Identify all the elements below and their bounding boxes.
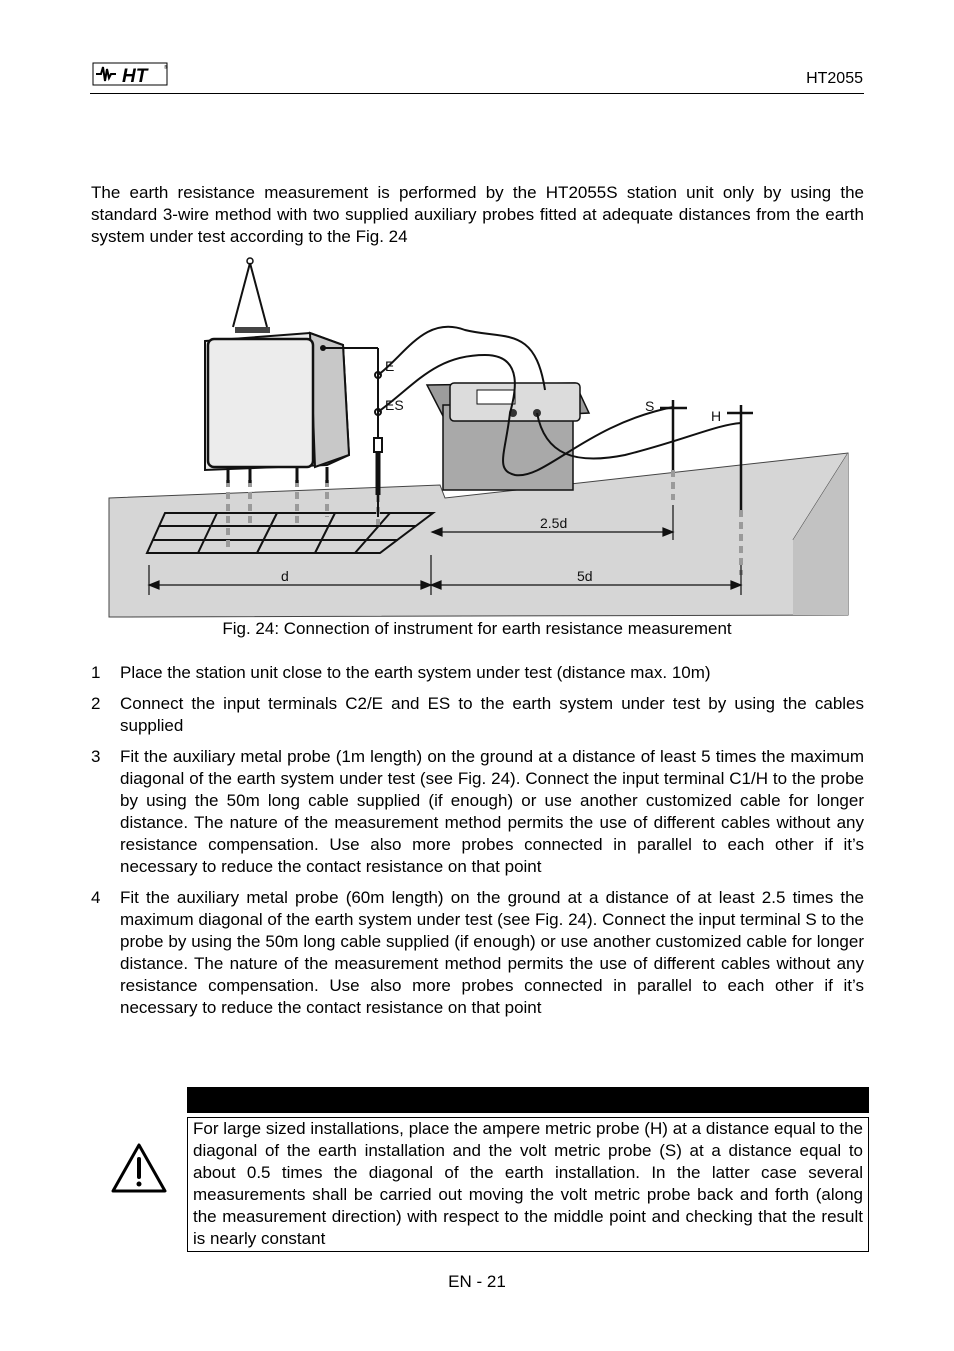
intro-paragraph: The earth resistance measurement is performed by the HT2055S station unit only by using the standard 3-wire method with two supplied auxiliary probes fitted at adequate distances from the earth system under test according to the Fig. 24 bbox=[91, 183, 864, 246]
brand-text: HT bbox=[122, 66, 148, 87]
warning-triangle-icon bbox=[110, 1142, 168, 1194]
step-number: 2 bbox=[91, 694, 101, 713]
station-unit bbox=[427, 383, 589, 490]
steps-list bbox=[91, 662, 864, 1028]
figure-caption: Fig. 24: Connection of instrument for earth resistance measurement bbox=[222, 619, 732, 638]
step-text: Fit the auxiliary metal probe (1m length) on the ground at a distance of least 5 times the maximum diagonal of the earth system under test (see Fig. 24). Connect the input terminal C1/H to the probe by using the 50m long cable supplied (if enough) or use another customized cable for longer distance. The nature of the measurement method permits the use of different cables without any resistance compensation. Use also more probes connected in parallel to each other if it’s necessary to reduce the contact resistance on that point bbox=[120, 747, 864, 876]
label-d: d bbox=[281, 568, 289, 584]
step-text: Fit the auxiliary metal probe (60m length) on the ground at a distance of at least 2.5 times the maximum diagonal of the earth system under test (see Fig. 24). Connect the input terminal S to the probe by using the 50m long cable supplied (if enough) or use another customized cable for longer distance. The nature of the measurement method permits the use of different cables without any resistance compensation. Use also more probes connected in parallel to each other if it’s necessary to reduce the contact resistance on that point bbox=[120, 888, 864, 1017]
ht-logo bbox=[92, 60, 170, 88]
step-number: 1 bbox=[91, 663, 101, 682]
step-text: Place the station unit close to the earth system under test (distance max. 10m) bbox=[120, 663, 711, 682]
label-s: S bbox=[645, 398, 655, 414]
label-5d: 5d bbox=[577, 568, 593, 584]
model-name: HT2055 bbox=[806, 70, 863, 87]
svg-text:®: ® bbox=[164, 65, 168, 71]
label-2-5d: 2.5d bbox=[540, 515, 568, 531]
list-item bbox=[91, 662, 864, 684]
warning-header-bar bbox=[187, 1087, 869, 1113]
step-number: 4 bbox=[91, 888, 101, 907]
list-item bbox=[91, 693, 864, 737]
header-rule bbox=[90, 93, 864, 94]
cabinet bbox=[205, 258, 349, 483]
list-item bbox=[91, 746, 864, 878]
step-number: 3 bbox=[91, 747, 101, 766]
label-es: ES bbox=[385, 397, 404, 413]
label-h: H bbox=[711, 408, 722, 424]
step-text: Connect the input terminals C2/E and ES to the earth system under test by using the cables supplied bbox=[120, 694, 864, 735]
connection-diagram bbox=[105, 255, 850, 620]
warning-text: For large sized installations, place the ampere metric probe (H) at a distance equal to the diagonal of the earth installation and the volt metric probe (S) at a distance equal to about 0.5 times the diagonal of the earth installation. In the latter case several measurements shall be carried out moving the volt metric probe back and forth (along the measurement direction) with respect to the middle point and checking that the result is nearly constant bbox=[193, 1119, 863, 1248]
list-item bbox=[91, 887, 864, 1019]
label-e: E bbox=[385, 358, 395, 374]
page-number: EN - 21 bbox=[448, 1272, 506, 1291]
